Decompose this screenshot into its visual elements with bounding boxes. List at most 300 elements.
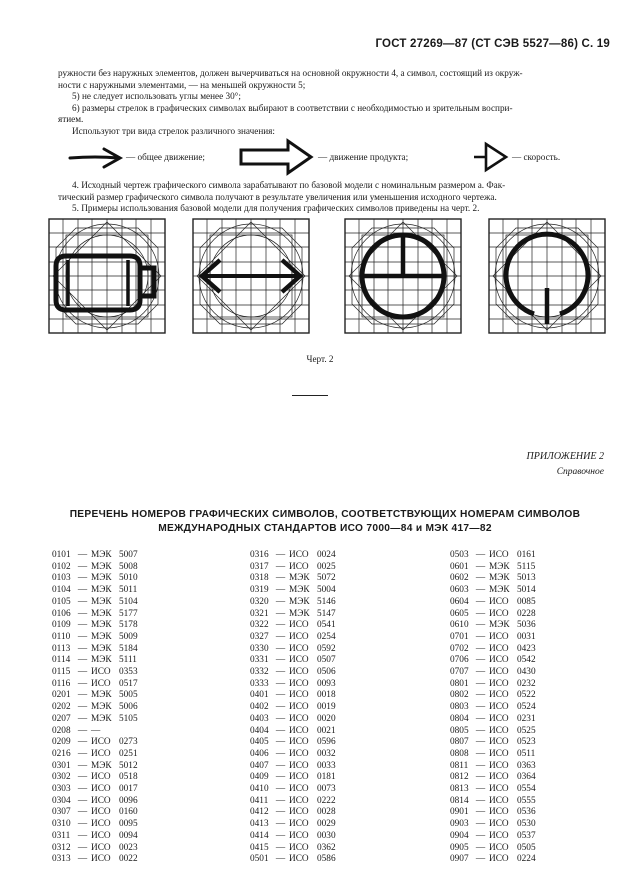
dash: — xyxy=(475,678,486,689)
symbol-code: 0702 xyxy=(450,643,469,654)
standard: ИСО xyxy=(289,550,309,560)
symbol-code: 0605 xyxy=(450,608,469,619)
dash: — xyxy=(275,561,286,572)
dash: — xyxy=(475,795,486,806)
dash: — xyxy=(475,725,486,736)
symbol-code: 0413 xyxy=(250,819,269,830)
table-row xyxy=(52,585,145,597)
standard-number: 0518 xyxy=(119,772,138,783)
table-row xyxy=(450,679,543,691)
standard: ИСО xyxy=(289,807,309,818)
standard: ИСО xyxy=(91,842,111,853)
dash: — xyxy=(475,620,486,631)
standard-number: 0363 xyxy=(517,760,536,771)
standard-number: 0542 xyxy=(517,655,536,666)
symbol-code: 0201 xyxy=(52,690,71,701)
dash: — xyxy=(475,690,486,701)
table-row xyxy=(250,784,343,796)
table-row xyxy=(250,550,343,562)
table-row xyxy=(250,796,343,808)
dash: — xyxy=(275,807,286,818)
standard-number: 0430 xyxy=(517,667,536,678)
symbol-code: 0807 xyxy=(450,737,469,748)
appendix-title-line-1: ПЕРЕЧЕНЬ НОМЕРОВ ГРАФИЧЕСКИХ СИМВОЛОВ, СООТВЕТСТВУЮЩИХ НОМЕРАМ СИМВОЛОВ xyxy=(69,509,581,520)
symbol-code: 0320 xyxy=(250,596,269,607)
table-row xyxy=(250,620,343,632)
standard: ИСО xyxy=(489,608,509,619)
standard: ИСО xyxy=(289,854,309,865)
standard-number: 5115 xyxy=(517,561,536,572)
table-row xyxy=(450,702,543,714)
symbol-code: 0907 xyxy=(450,854,469,865)
standard: МЭК xyxy=(91,631,112,642)
dash: — xyxy=(77,596,88,607)
standard: ИСО xyxy=(489,678,509,689)
symbol-code: 0501 xyxy=(250,854,269,865)
dash: — xyxy=(275,655,286,666)
standard: ИСО xyxy=(489,550,509,560)
table-row xyxy=(250,819,343,831)
symbol-3-icon xyxy=(344,218,462,334)
standard: ИСО xyxy=(289,713,309,724)
dash: — xyxy=(275,725,286,736)
table-row xyxy=(450,655,543,667)
standard-number: 0596 xyxy=(317,737,336,748)
table-row xyxy=(250,772,343,784)
dash: — xyxy=(475,573,486,584)
standard: ИСО xyxy=(489,737,509,748)
standard: МЭК xyxy=(91,561,112,572)
symbol-code: 0301 xyxy=(52,760,71,771)
dash: — xyxy=(77,807,88,818)
standard-number: 5006 xyxy=(119,702,138,713)
table-row xyxy=(250,667,343,679)
standard-number: 0251 xyxy=(119,748,138,759)
standard-number: 0511 xyxy=(517,748,536,759)
standard-number: 5010 xyxy=(119,573,138,584)
symbol-code: 0603 xyxy=(450,585,469,596)
standard: ИСО xyxy=(489,725,509,736)
symbol-code: 0707 xyxy=(450,667,469,678)
standard-number: 0096 xyxy=(119,795,138,806)
table-column-1 xyxy=(52,550,145,866)
table-row xyxy=(450,667,543,679)
standard-number: 5072 xyxy=(317,573,336,584)
standard: МЭК xyxy=(289,573,310,584)
standard: МЭК xyxy=(91,620,112,631)
symbol-code: 0333 xyxy=(250,678,269,689)
dash: — xyxy=(77,842,88,853)
dash: — xyxy=(275,690,286,701)
dash: — xyxy=(475,842,486,853)
dash: — xyxy=(77,690,88,701)
standard: ИСО xyxy=(489,596,509,607)
symbol-code: 0115 xyxy=(52,667,71,678)
table-row xyxy=(250,854,343,866)
symbol-code: 0302 xyxy=(52,772,71,783)
table-row xyxy=(450,585,543,597)
dash: — xyxy=(475,819,486,830)
table-row xyxy=(52,784,145,796)
appendix-sublabel: Справочное xyxy=(556,467,604,477)
table-row xyxy=(450,632,543,644)
symbol-example-3 xyxy=(344,218,462,334)
standard-number: 0019 xyxy=(317,702,336,713)
standard-number: 5146 xyxy=(317,596,336,607)
dash: — xyxy=(475,585,486,596)
standard-number: 0353 xyxy=(119,667,138,678)
speed-arrow-icon xyxy=(470,140,510,174)
symbol-2-icon xyxy=(192,218,310,334)
arrow-types-row xyxy=(60,138,620,178)
symbol-code: 0106 xyxy=(52,608,71,619)
dash: — xyxy=(77,725,88,736)
symbol-code: 0805 xyxy=(450,725,469,736)
standard: МЭК xyxy=(489,620,510,631)
dash: — xyxy=(77,585,88,596)
standard: МЭК xyxy=(91,655,112,666)
standard-number: 0524 xyxy=(517,702,536,713)
standard-number: 0030 xyxy=(317,830,336,841)
standard-number: 0362 xyxy=(317,842,336,853)
standard-number: 0554 xyxy=(517,784,536,795)
standard: МЭК xyxy=(91,713,112,724)
symbol-code: 0331 xyxy=(250,655,269,666)
standard: ИСО xyxy=(91,807,111,818)
symbol-code: 0412 xyxy=(250,807,269,818)
symbol-code: 0317 xyxy=(250,561,269,572)
paragraph-4 xyxy=(58,180,606,215)
symbol-code: 0801 xyxy=(450,678,469,689)
standard: ИСО xyxy=(489,807,509,818)
standard: ИСО xyxy=(91,830,111,841)
dash: — xyxy=(275,748,286,759)
standard: ИСО xyxy=(289,795,309,806)
standard: МЭК xyxy=(91,608,112,619)
standard: ИСО xyxy=(489,667,509,678)
symbol-code: 0303 xyxy=(52,784,71,795)
symbol-code: 0103 xyxy=(52,573,71,584)
intro-line: ятием. xyxy=(58,114,84,124)
standard: ИСО xyxy=(289,737,309,748)
standard-number: 0231 xyxy=(517,713,536,724)
standard: ИСО xyxy=(289,561,309,572)
dash: — xyxy=(77,795,88,806)
table-row xyxy=(250,749,343,761)
dash: — xyxy=(275,842,286,853)
table-row xyxy=(52,819,145,831)
symbol-code: 0904 xyxy=(450,830,469,841)
symbol-code: 0804 xyxy=(450,713,469,724)
standard-number: 5013 xyxy=(517,573,536,584)
symbol-1-icon xyxy=(48,218,166,334)
standard: ИСО xyxy=(289,655,309,666)
symbol-code: 0319 xyxy=(250,585,269,596)
table-row xyxy=(52,772,145,784)
standard-number: 5008 xyxy=(119,561,138,572)
dash: — xyxy=(77,573,88,584)
dash: — xyxy=(77,561,88,572)
dash: — xyxy=(275,631,286,642)
dash: — xyxy=(275,620,286,631)
standard: ИСО xyxy=(91,667,111,678)
general-movement-arrow-icon xyxy=(68,146,124,170)
symbol-code: 0208 xyxy=(52,725,71,736)
table-row xyxy=(450,749,543,761)
standard: ИСО xyxy=(489,655,509,666)
standard-number: 0505 xyxy=(517,842,536,853)
standard-number: 0522 xyxy=(517,690,536,701)
standard: ИСО xyxy=(91,737,111,748)
table-row xyxy=(52,597,145,609)
symbol-code: 0706 xyxy=(450,655,469,666)
standard: ИСО xyxy=(489,643,509,654)
table-row xyxy=(250,597,343,609)
symbol-code: 0814 xyxy=(450,795,469,806)
dash: — xyxy=(275,608,286,619)
table-row xyxy=(450,644,543,656)
standard-number: 0222 xyxy=(317,795,336,806)
table-row xyxy=(450,854,543,866)
appendix-title-line-2: МЕЖДУНАРОДНЫХ СТАНДАРТОВ ИСО 7000—84 и МЭК 417—82 xyxy=(158,523,492,534)
table-row xyxy=(250,562,343,574)
symbol-code: 0116 xyxy=(52,678,71,689)
dash: — xyxy=(275,596,286,607)
general-movement-label: — общее движение; xyxy=(126,152,205,162)
dash: — xyxy=(475,760,486,771)
standard-number: 0085 xyxy=(517,596,536,607)
symbol-code: 0105 xyxy=(52,596,71,607)
standard: МЭК xyxy=(489,585,510,596)
table-row xyxy=(250,644,343,656)
table-row xyxy=(250,690,343,702)
standard-number: 0160 xyxy=(119,807,138,818)
standard-number: 0507 xyxy=(317,655,336,666)
symbol-code: 0812 xyxy=(450,772,469,783)
standard: ИСО xyxy=(289,702,309,713)
table-row xyxy=(450,772,543,784)
table-row xyxy=(52,644,145,656)
standard-number: 0024 xyxy=(317,550,336,560)
dash: — xyxy=(275,819,286,830)
table-row xyxy=(52,843,145,855)
standard-number: 5178 xyxy=(119,620,138,631)
intro-line: 5) не следует использовать углы менее 30°; xyxy=(72,91,241,101)
table-row xyxy=(450,761,543,773)
symbol-code: 0110 xyxy=(52,631,71,642)
standard-number: 5014 xyxy=(517,585,536,596)
dash: — xyxy=(475,561,486,572)
table-row xyxy=(52,749,145,761)
symbol-code: 0402 xyxy=(250,702,269,713)
symbol-code: 0410 xyxy=(250,784,269,795)
standard-number: 0537 xyxy=(517,830,536,841)
standard-number: 0586 xyxy=(317,854,336,865)
standard: ИСО xyxy=(289,784,309,795)
symbol-code: 0316 xyxy=(250,550,269,560)
symbol-code: 0330 xyxy=(250,643,269,654)
symbol-code: 0411 xyxy=(250,795,269,806)
standard: ИСО xyxy=(489,713,509,724)
standard: ИСО xyxy=(289,772,309,783)
dash: — xyxy=(475,807,486,818)
standard: ИСО xyxy=(91,772,111,783)
symbol-code: 0102 xyxy=(52,561,71,572)
dash: — xyxy=(275,795,286,806)
standard: МЭК xyxy=(91,760,112,771)
standard-number: 0254 xyxy=(317,631,336,642)
speed-label: — скорость. xyxy=(512,152,561,162)
table-row xyxy=(52,737,145,749)
dash: — xyxy=(77,655,88,666)
symbol-example-4 xyxy=(488,218,606,334)
symbol-code: 0601 xyxy=(450,561,469,572)
table-row xyxy=(52,609,145,621)
symbol-code: 0104 xyxy=(52,585,71,596)
table-row xyxy=(52,667,145,679)
standard-number: 5111 xyxy=(119,655,137,666)
table-row xyxy=(52,690,145,702)
symbol-code: 0113 xyxy=(52,643,71,654)
standard: ИСО xyxy=(289,819,309,830)
dash: — xyxy=(275,713,286,724)
standard: ИСО xyxy=(289,760,309,771)
standard: ИСО xyxy=(91,795,111,806)
dash: — xyxy=(275,643,286,654)
dash: — xyxy=(475,655,486,666)
symbol-code: 0414 xyxy=(250,830,269,841)
standard-number: 5004 xyxy=(317,585,336,596)
table-row xyxy=(250,726,343,738)
standard: ИСО xyxy=(289,690,309,701)
figure-caption: Черт. 2 xyxy=(306,354,334,364)
standard-number: 0273 xyxy=(119,737,138,748)
dash: — xyxy=(275,550,286,560)
dash: — xyxy=(475,631,486,642)
standard: МЭК xyxy=(91,596,112,607)
symbol-code: 0406 xyxy=(250,748,269,759)
dash: — xyxy=(77,737,88,748)
dash: — xyxy=(275,854,286,865)
table-row xyxy=(250,714,343,726)
symbol-code: 0322 xyxy=(250,620,269,631)
table-row xyxy=(250,655,343,667)
dash: — xyxy=(475,702,486,713)
table-row xyxy=(250,573,343,585)
table-row xyxy=(450,807,543,819)
table-row xyxy=(250,679,343,691)
dash: — xyxy=(475,550,486,560)
symbol-code: 0701 xyxy=(450,631,469,642)
dash: — xyxy=(275,573,286,584)
dash: — xyxy=(475,830,486,841)
intro-text xyxy=(58,68,606,137)
dash: — xyxy=(275,830,286,841)
standard-number: 0025 xyxy=(317,561,336,572)
dash: — xyxy=(77,760,88,771)
paragraph-line: тический размер графического символа получают в результате увеличения или уменьшения исходного чертежа. xyxy=(58,191,497,202)
dash: — xyxy=(475,608,486,619)
symbol-code: 0216 xyxy=(52,748,71,759)
standard: МЭК xyxy=(489,573,510,584)
standard: ИСО xyxy=(289,842,309,853)
symbol-code: 0313 xyxy=(52,854,71,865)
table-row xyxy=(250,737,343,749)
standard: ИСО xyxy=(289,830,309,841)
table-row xyxy=(450,550,543,562)
dash: — xyxy=(275,667,286,678)
standard: ИСО xyxy=(489,772,509,783)
table-row xyxy=(450,843,543,855)
table-row xyxy=(52,562,145,574)
symbol-code: 0903 xyxy=(450,819,469,830)
standard-number: 5105 xyxy=(119,713,138,724)
symbol-code: 0403 xyxy=(250,713,269,724)
symbol-code: 0808 xyxy=(450,748,469,759)
standard-number: 0592 xyxy=(317,643,336,654)
standard-number: 5184 xyxy=(119,643,138,654)
figure-2 xyxy=(48,218,608,334)
table-row xyxy=(52,807,145,819)
standard-number: 0364 xyxy=(517,772,536,783)
standard-number: 0032 xyxy=(317,748,336,759)
table-row xyxy=(450,784,543,796)
symbol-code: 0202 xyxy=(52,702,71,713)
standard-number: 5011 xyxy=(119,585,138,596)
table-row xyxy=(450,620,543,632)
standard-number: 0093 xyxy=(317,678,336,689)
table-row xyxy=(52,761,145,773)
symbol-code: 0802 xyxy=(450,690,469,701)
standard: МЭК xyxy=(289,585,310,596)
standard: ИСО xyxy=(489,690,509,701)
symbol-code: 0311 xyxy=(52,830,71,841)
table-row xyxy=(450,796,543,808)
standard: ИСО xyxy=(289,725,309,736)
symbol-code: 0101 xyxy=(52,550,71,560)
standard: МЭК xyxy=(489,561,510,572)
dash: — xyxy=(475,854,486,865)
symbol-code: 0610 xyxy=(450,620,469,631)
standard: ИСО xyxy=(489,795,509,806)
intro-line: ружности без наружных элементов, должен вычерчиваться на основной окружности 4, а символ, состоящий из окруж- xyxy=(58,68,523,78)
table-row xyxy=(52,726,145,738)
standard-number: 0094 xyxy=(119,830,138,841)
table-row xyxy=(450,573,543,585)
standard: ИСО xyxy=(289,667,309,678)
dash: — xyxy=(475,667,486,678)
symbol-code: 0602 xyxy=(450,573,469,584)
table-row xyxy=(450,714,543,726)
table-row xyxy=(250,585,343,597)
standard: МЭК xyxy=(91,702,112,713)
dash: — xyxy=(77,784,88,795)
symbol-code: 0109 xyxy=(52,620,71,631)
standard: МЭК xyxy=(91,690,112,701)
standard-number: 0021 xyxy=(317,725,336,736)
table-column-2 xyxy=(250,550,343,866)
symbol-code: 0310 xyxy=(52,819,71,830)
symbol-code: 0901 xyxy=(450,807,469,818)
table-row xyxy=(250,843,343,855)
standard-number: 0530 xyxy=(517,819,536,830)
standard: ИСО xyxy=(91,854,111,865)
standard: МЭК xyxy=(91,550,112,560)
standard-number: 5007 xyxy=(119,550,138,560)
symbol-code: 0407 xyxy=(250,760,269,771)
symbol-code: 0404 xyxy=(250,725,269,736)
standard: МЭК xyxy=(91,585,112,596)
